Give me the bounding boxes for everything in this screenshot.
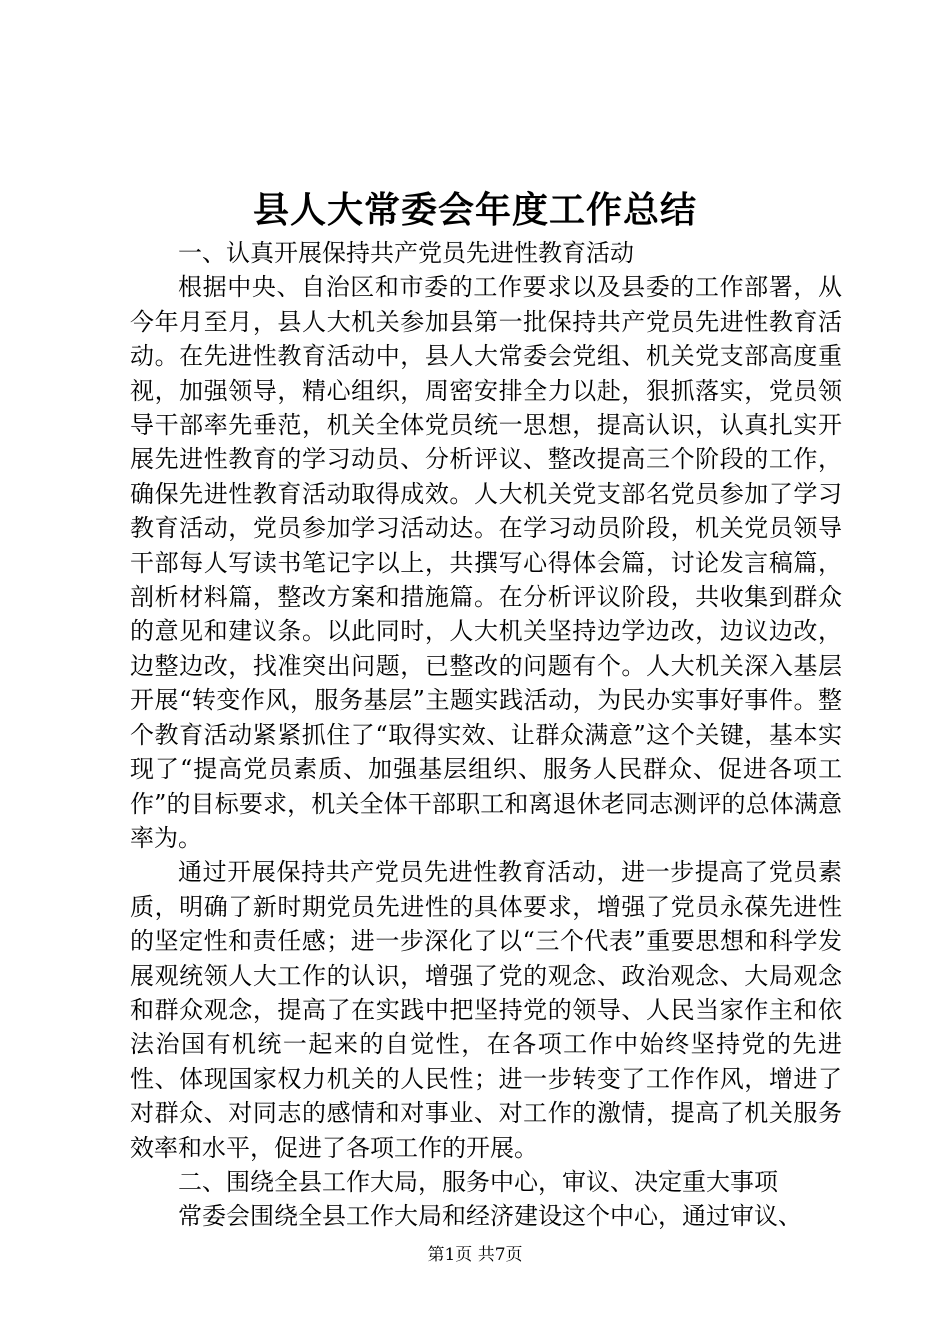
paragraph-1: 根据中央、自治区和市委的工作要求以及县委的工作部署，从今年月至月，县人大机关参加县第一批保持共产党员先进性教育活动。在先进性教育活动中，县人大常委会党组、机关党支部高度重视，加强领导，精心组织，周密安排全力以赴，狠抓落实，党员领导干部率先垂范，机关全体党员统一思想，提高认识，认真扎实开展先进性教育的学习动员、分析评议、整改提高三个阶段的工作，确保先进性教育活动取得成效。人大机关党支部名党员参加了学习教育活动，党员参加学习活动达。在学习动员阶段，机关党员领导干部每人写读书笔记字以上，共撰写心得体会篇，讨论发言稿篇，剖析材料篇，整改方案和措施篇。在分析评议阶段，共收集到群众的意见和建议条。以此同时，人大机关坚持边学边改，边议边改，边整边改，找准突出问题，已整改的问题有个。人大机关深入基层开展“转变作风，服务基层”主题实践活动，为民办实事好事件。整个教育活动紧紧抓住了“取得实效、让群众满意”这个关键，基本实现了“提高党员素质、加强基层组织、服务人民群众、促进各项工作”的目标要求，机关全体干部职工和离退休老同志测评的总体满意率为。 [130,273,842,852]
section-heading-2: 二、围绕全县工作大局，服务中心，审议、决定重大事项 [178,1167,778,1196]
section-heading-1: 一、认真开展保持共产党员先进性教育活动 [178,239,634,267]
paragraph-2: 通过开展保持共产党员先进性教育活动，进一步提高了党员素质，明确了新时期党员先进性的具体要求，增强了党员永葆先进性的坚定性和责任感；进一步深化了以“三个代表”重要思想和科学发展观统领人大工作的认识，增强了党的观念、政治观念、大局观念和群众观念，提高了在实践中把坚持党的领导、人民当家作主和依法治国有机统一起来的自觉性，在各项工作中始终坚持党的先进性、体现国家权力机关的人民性；进一步转变了工作作风，增进了对群众、对同志的感情和对事业、对工作的激情，提高了机关服务效率和水平，促进了各项工作的开展。 [130,858,842,1162]
document-body [130,236,842,1234]
page-number-footer: 第1页 共7页 [427,1245,523,1265]
paragraph-3: 常委会围绕全县工作大局和经济建设这个中心，通过审议、 [178,1202,802,1231]
document-title: 县人大常委会年度工作总结 [252,189,697,231]
